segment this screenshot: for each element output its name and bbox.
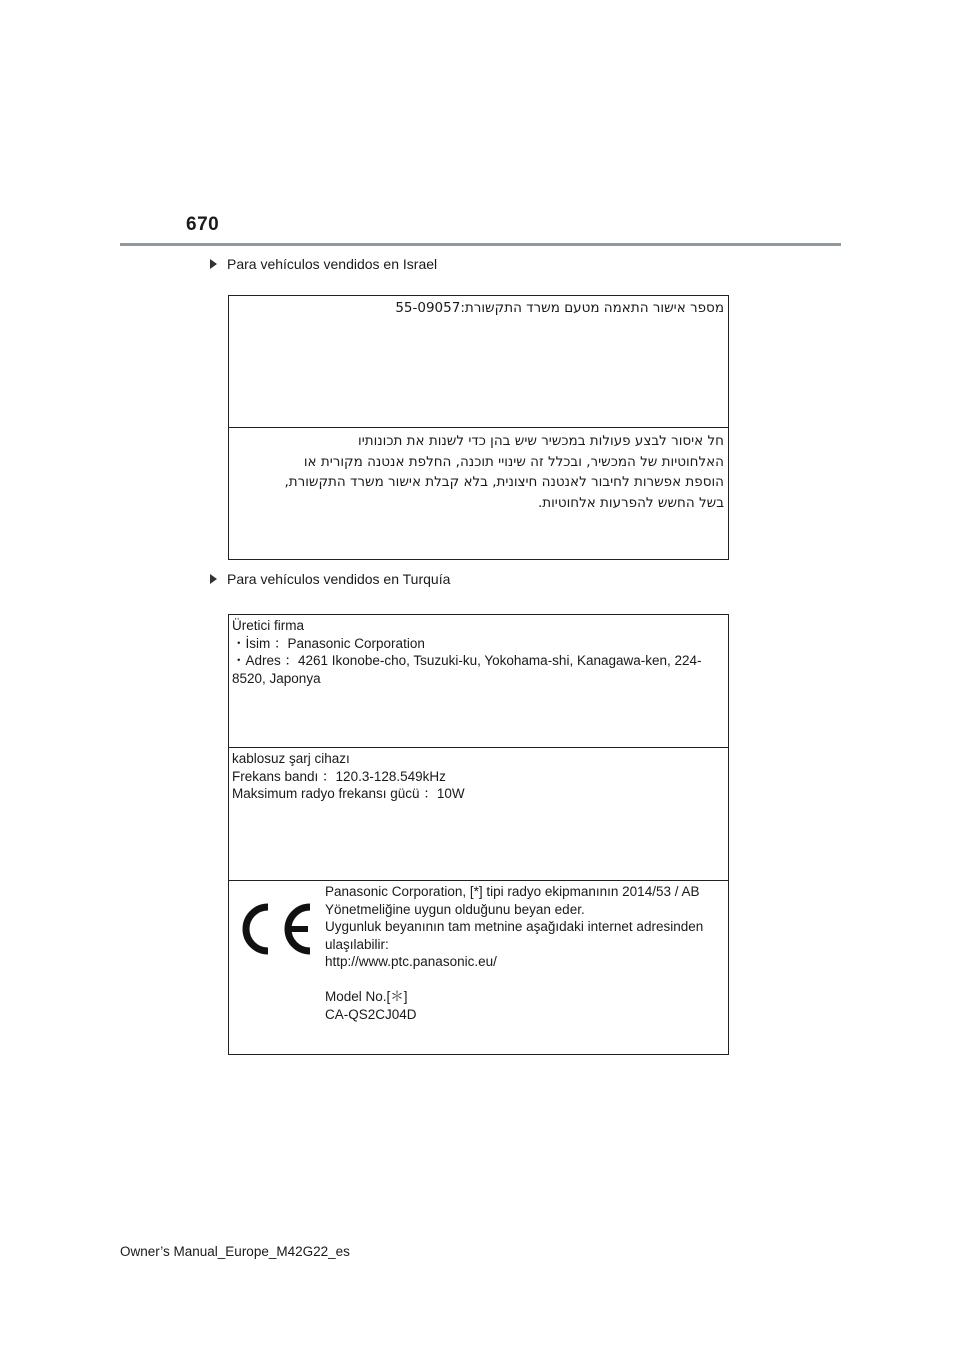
declaration-line: Yönetmeliğine uygun olduğunu beyan eder. — [325, 901, 585, 917]
manufacturer-line: Üretici firma — [232, 618, 305, 633]
triangle-bullet-icon — [210, 574, 217, 584]
israel-warning-line: האלחוטיות של המכשיר, ובכלל זה שינויי תוכנה, החלפת אנטנה מקורית או — [303, 453, 724, 470]
declaration-line: Panasonic Corporation, [*] tipi radyo ekipmanının 2014/53 / AB — [325, 884, 700, 899]
israel-heading — [210, 256, 437, 272]
turkey-heading-text: Para vehículos vendidos en Turquía — [227, 571, 451, 587]
triangle-bullet-icon — [210, 259, 217, 269]
manufacturer-line: 8520, Japonya — [232, 670, 321, 686]
manufacturer-line: ・Adres ：4261 Ikonobe-cho, Tsuzuki-ku, Yokohama-shi, Kanagawa-ken, 224- — [232, 653, 702, 668]
footer-text: Owner’s Manual_Europe_M42G22_es — [120, 1244, 350, 1259]
declaration-line: Uygunluk beyanının tam metnine aşağıdaki internet adresinden — [325, 919, 704, 934]
israel-warning-line: חל איסור לבצע פעולות במכשיר שיש בהן כדי לשנות את תכונותיו — [358, 433, 724, 449]
ce-mark-icon — [234, 901, 314, 957]
page-number: 670 — [186, 214, 220, 235]
declaration-line: ulaşılabilir: — [325, 936, 389, 952]
spacer — [325, 971, 703, 989]
israel-approval-cell — [229, 296, 728, 428]
israel-heading-text: Para vehículos vendidos en Israel — [227, 256, 438, 272]
device-line: Maksimum radyo frekansı gücü ：10W — [232, 786, 465, 801]
israel-approval-text: מספר אישור התאמה מטעם משרד התקשורת:55-09057 — [395, 300, 724, 316]
header-rule — [120, 243, 841, 246]
turkey-notice-box — [228, 614, 729, 1055]
device-line: Frekans bandı ：120.3-128.549kHz — [232, 768, 446, 784]
israel-warning-line: בשל החשש להפרעות אלחוטיות. — [537, 494, 724, 511]
israel-warning-cell — [229, 428, 728, 558]
turkey-heading — [210, 571, 450, 587]
device-line: kablosuz şarj cihazı — [232, 751, 350, 766]
model-line: CA-QS2CJ04D — [325, 1006, 417, 1022]
declaration-url[interactable]: http://www.ptc.panasonic.eu/ — [325, 954, 497, 969]
manufacturer-line: ・İsim ：Panasonic Corporation — [232, 635, 425, 651]
device-cell — [229, 748, 728, 881]
ce-mark-logo — [229, 881, 325, 1053]
declaration-cell — [229, 881, 728, 1053]
model-line: Model No.[＊] — [325, 989, 408, 1004]
israel-notice-box — [228, 295, 729, 560]
israel-warning-line: הוספת אפשרות לחיבור לאנטנה חיצונית, בלא קבלת אישור משרד התקשורת, — [284, 474, 724, 490]
declaration-text — [325, 881, 707, 1053]
manufacturer-cell — [229, 615, 728, 748]
